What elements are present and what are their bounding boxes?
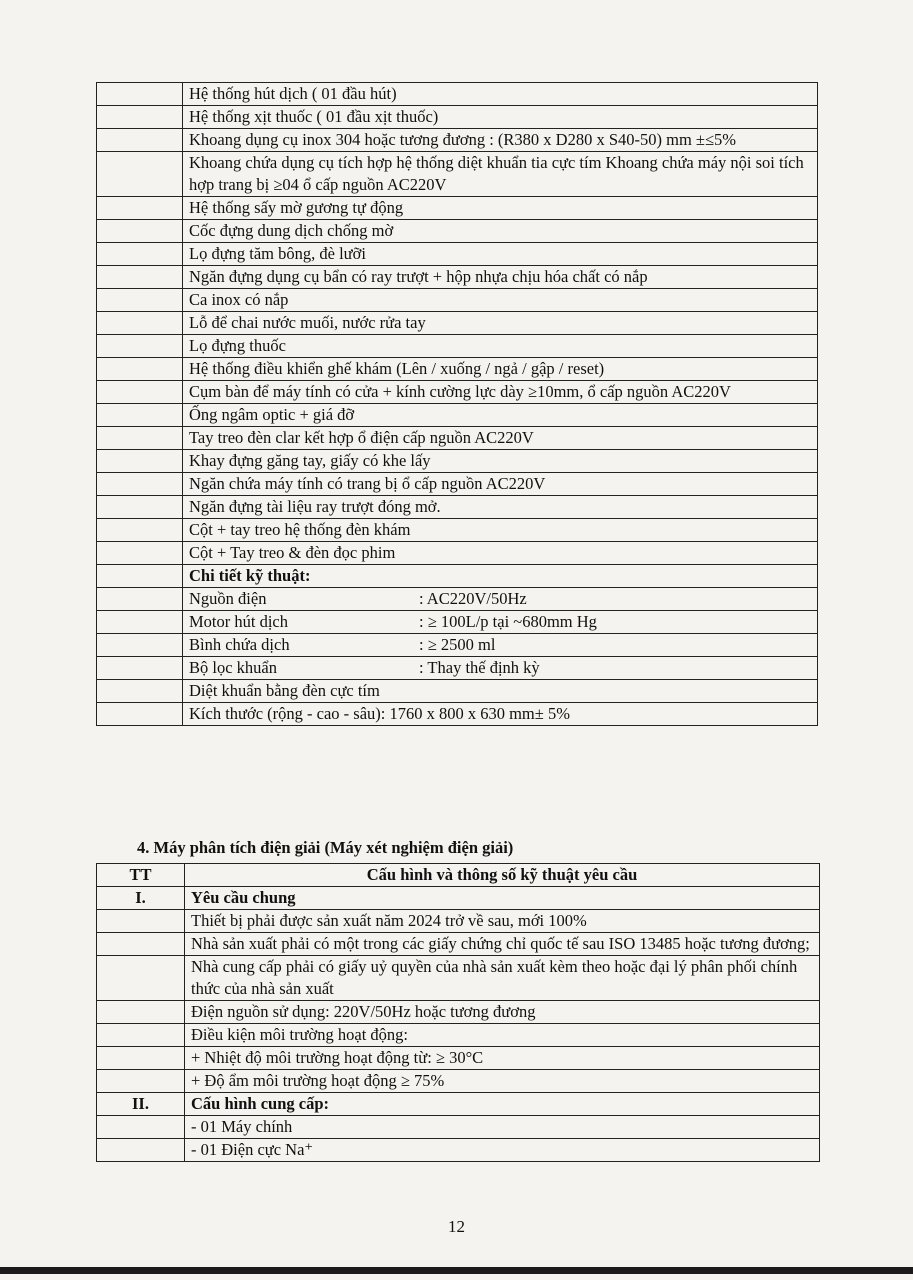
table-row — [97, 129, 818, 152]
table-cell: Tay treo đèn clar kết hợp ổ điện cấp nguồn AC220V — [183, 427, 818, 450]
table-cell: Cụm bàn để máy tính có cửa + kính cường lực dày ≥10mm, ổ cấp nguồn AC220V — [183, 381, 818, 404]
table-cell: Lọ đựng thuốc — [183, 335, 818, 358]
table-cell: Nhà cung cấp phải có giấy uỷ quyền của nhà sản xuất kèm theo hoặc đại lý phân phối chính thức của nhà sản xuất — [185, 956, 820, 1001]
table-cell: Hệ thống xịt thuốc ( 01 đầu xịt thuốc) — [183, 106, 818, 129]
table-row — [97, 1139, 820, 1162]
table-cell: - 01 Điện cực Na⁺ — [185, 1139, 820, 1162]
table-header-row — [97, 864, 820, 887]
table-row — [97, 703, 818, 726]
table-cell: Cốc đựng dung dịch chống mờ — [183, 220, 818, 243]
spec-label: Nguồn điện — [189, 589, 267, 608]
table-cell: Cột + Tay treo & đèn đọc phim — [183, 542, 818, 565]
table-cell: Điện nguồn sử dụng: 220V/50Hz hoặc tương đương — [185, 1001, 820, 1024]
table-cell: Hệ thống hút dịch ( 01 đầu hút) — [183, 83, 818, 106]
table-row — [97, 1093, 820, 1116]
table-row — [97, 496, 818, 519]
table-row — [97, 519, 818, 542]
table-row — [97, 266, 818, 289]
equipment-spec-table — [96, 82, 818, 726]
spec-value: : ≥ 100L/p tại ~680mm Hg — [419, 612, 597, 631]
table-cell: Diệt khuẩn bằng đèn cực tím — [183, 680, 818, 703]
table-row — [97, 680, 818, 703]
table-cell: - 01 Máy chính — [185, 1116, 820, 1139]
spec-label: Motor hút dịch — [189, 612, 288, 631]
analyzer-spec-table — [96, 863, 820, 1162]
table-cell: Nhà sản xuất phải có một trong các giấy chứng chỉ quốc tế sau ISO 13485 hoặc tương đương; — [185, 933, 820, 956]
table-row — [97, 910, 820, 933]
table-row — [97, 404, 818, 427]
table-row — [97, 197, 818, 220]
table-row — [97, 1001, 820, 1024]
specs-heading: Chi tiết kỹ thuật: — [183, 565, 818, 588]
table-row — [97, 588, 818, 611]
table-cell: + Độ ẩm môi trường hoạt động ≥ 75% — [185, 1070, 820, 1093]
table-row — [97, 634, 818, 657]
table-cell: Điều kiện môi trường hoạt động: — [185, 1024, 820, 1047]
spec-label: Bộ lọc khuẩn — [189, 658, 277, 677]
table-row — [97, 542, 818, 565]
table-row — [97, 358, 818, 381]
table-row — [97, 657, 818, 680]
table-row — [97, 473, 818, 496]
table-row — [97, 106, 818, 129]
table-cell: Khay đựng găng tay, giấy có khe lấy — [183, 450, 818, 473]
table-cell: Cột + tay treo hệ thống đèn khám — [183, 519, 818, 542]
table-row — [97, 1047, 820, 1070]
table-row — [97, 1024, 820, 1047]
spec-label: Bình chứa dịch — [189, 635, 290, 654]
table-cell: + Nhiệt độ môi trường hoạt động từ: ≥ 30°C — [185, 1047, 820, 1070]
column-header-desc: Cấu hình và thông số kỹ thuật yêu cầu — [185, 864, 820, 887]
table-row — [97, 220, 818, 243]
table-row — [97, 933, 820, 956]
table-cell: Ca inox có nắp — [183, 289, 818, 312]
table-cell: Ngăn đựng dụng cụ bẩn có ray trượt + hộp nhựa chịu hóa chất có nắp — [183, 266, 818, 289]
table-row — [97, 152, 818, 197]
table-cell: Ống ngâm optic + giá đỡ — [183, 404, 818, 427]
group-title: Cấu hình cung cấp: — [185, 1093, 820, 1116]
table-row — [97, 450, 818, 473]
table-cell: Khoang dụng cụ inox 304 hoặc tương đương : (R380 x D280 x S40-50) mm ±≤5% — [183, 129, 818, 152]
table-cell: Hệ thống sấy mờ gương tự động — [183, 197, 818, 220]
table-cell: Hệ thống điều khiển ghế khám (Lên / xuống / ngả / gập / reset) — [183, 358, 818, 381]
column-header-tt: TT — [97, 864, 185, 887]
table-row — [97, 243, 818, 266]
table-row — [97, 83, 818, 106]
table-cell: Ngăn đựng tài liệu ray trượt đóng mở. — [183, 496, 818, 519]
group-number: II. — [97, 1093, 185, 1116]
spec-value: : AC220V/50Hz — [419, 589, 527, 608]
table-cell: Kích thước (rộng - cao - sâu): 1760 x 800 x 630 mm± 5% — [183, 703, 818, 726]
group-number: I. — [97, 887, 185, 910]
table-row — [97, 289, 818, 312]
table-row — [97, 312, 818, 335]
table-cell: Thiết bị phải được sản xuất năm 2024 trở về sau, mới 100% — [185, 910, 820, 933]
table-row — [97, 887, 820, 910]
table-row — [97, 427, 818, 450]
table-row — [97, 1116, 820, 1139]
table-row — [97, 335, 818, 358]
table-row — [97, 565, 818, 588]
table-row — [97, 381, 818, 404]
page-number: 12 — [448, 1217, 465, 1236]
table-cell: Lỗ để chai nước muối, nước rửa tay — [183, 312, 818, 335]
spec-value: : ≥ 2500 ml — [419, 635, 496, 654]
table-row — [97, 956, 820, 1001]
table-row — [97, 1070, 820, 1093]
table-row — [97, 611, 818, 634]
table-cell: Lọ đựng tăm bông, đè lưỡi — [183, 243, 818, 266]
table-cell: Ngăn chứa máy tính có trang bị ổ cấp nguồn AC220V — [183, 473, 818, 496]
group-title: Yêu cầu chung — [185, 887, 820, 910]
spec-value: : Thay thế định kỳ — [419, 658, 540, 677]
table-cell: Khoang chứa dụng cụ tích hợp hệ thống diệt khuẩn tia cực tím Khoang chứa máy nội soi tích hợp trang bị ≥04 ổ cấp nguồn AC220V — [183, 152, 818, 197]
footer-rule — [0, 1267, 913, 1274]
section-title: 4. Máy phân tích điện giải (Máy xét nghiệm điện giải) — [137, 838, 514, 857]
